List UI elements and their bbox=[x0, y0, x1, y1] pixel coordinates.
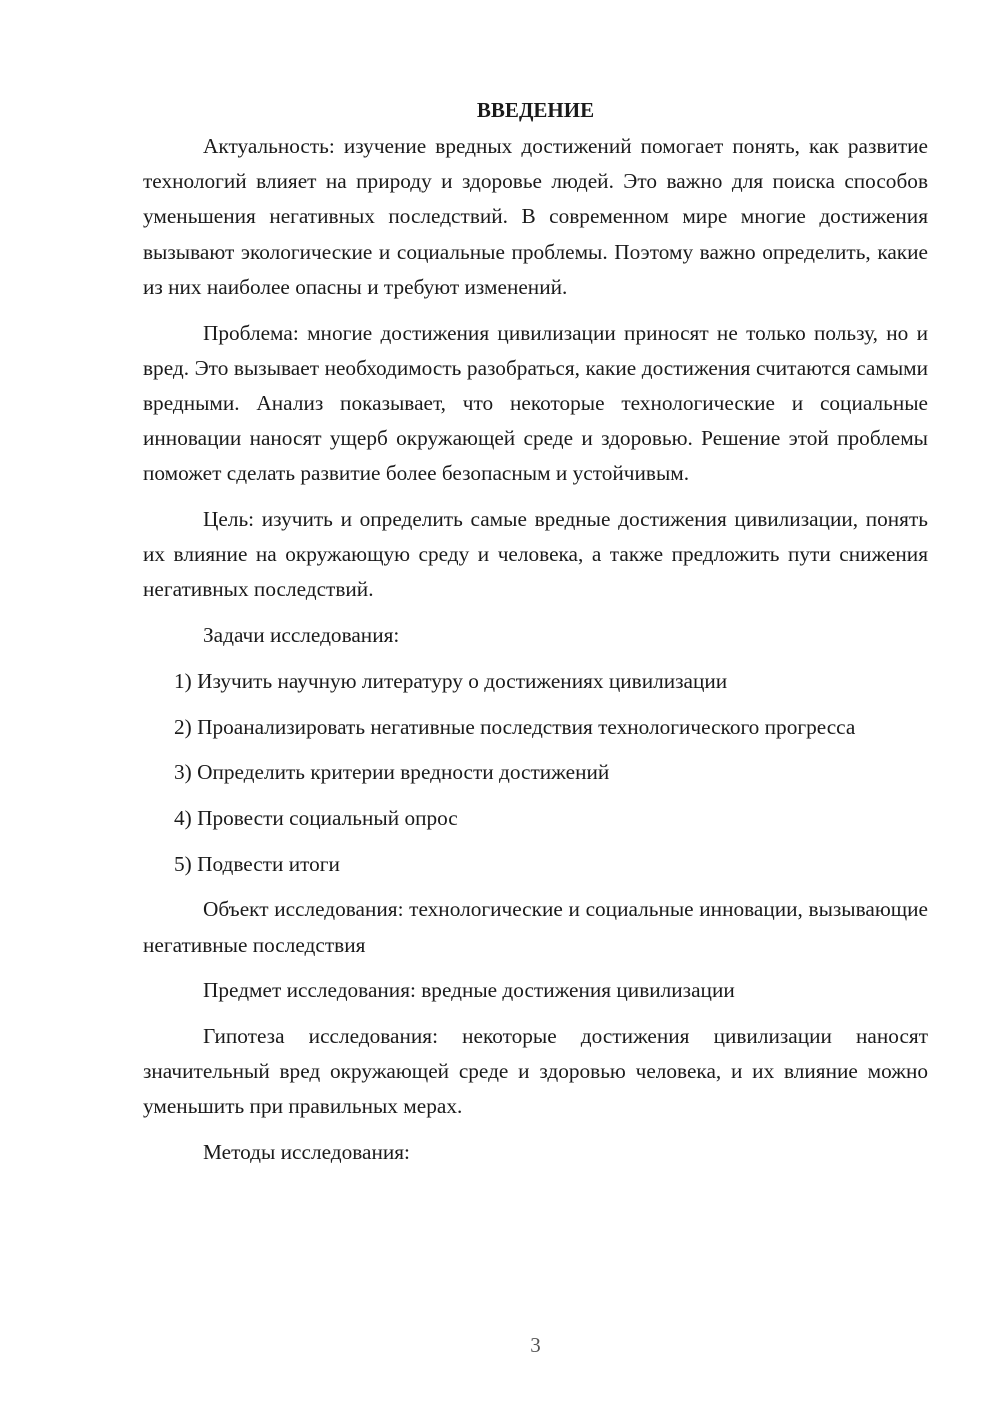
paragraph-problem: Проблема: многие достижения цивилизации приносят не только пользу, но и вред. Это вызывает необходимость разобраться, какие достижения считаются самыми вредными. Анализ показывает, что некоторые технологические и социальные инновации наносят ущерб окружающей среде и здоровью. Решение этой проблемы поможет сделать развитие более безопасным и устойчивым. bbox=[143, 320, 928, 486]
list-item: 1) Изучить научную литературу о достижениях цивилизации bbox=[174, 668, 728, 693]
document-page bbox=[143, 92, 928, 1181]
paragraph-methods: Методы исследования: bbox=[203, 1140, 410, 1165]
paragraph-object: Объект исследования: технологические и социальные инновации, вызывающие негативные последствия bbox=[143, 897, 928, 957]
paragraph-goal: Цель: изучить и определить самые вредные достижения цивилизации, понять их влияние на окружающую среду и человека, а также предложить пути снижения негативных последствий. bbox=[143, 507, 928, 602]
list-item: 5) Подвести итоги bbox=[174, 851, 340, 876]
tasks-list bbox=[143, 664, 928, 882]
paragraph-relevance: Актуальность: изучение вредных достижений помогает понять, как развитие технологий влияет на природу и здоровье людей. Это важно для поиска способов уменьшения негативных последствий. В современном мире многие достижения вызывают экологические и социальные проблемы. Поэтому важно определить, какие из них наиболее опасны и требуют изменений. bbox=[143, 134, 928, 299]
paragraph-subject: Предмет исследования: вредные достижения цивилизации bbox=[203, 978, 735, 1003]
section-title: ВВЕДЕНИЕ bbox=[476, 98, 595, 122]
page-number: 3 bbox=[530, 1333, 541, 1357]
paragraph-hypothesis: Гипотеза исследования: некоторые достижения цивилизации наносят значительный вред окружающей среде и здоровью человека, и их влияние можно уменьшить при правильных мерах. bbox=[143, 1023, 928, 1119]
list-item: 4) Провести социальный опрос bbox=[174, 805, 458, 830]
tasks-heading: Задачи исследования: bbox=[203, 623, 400, 648]
list-item: 3) Определить критерии вредности достижений bbox=[174, 760, 610, 785]
list-item: 2) Проанализировать негативные последствия технологического прогресса bbox=[174, 714, 856, 739]
